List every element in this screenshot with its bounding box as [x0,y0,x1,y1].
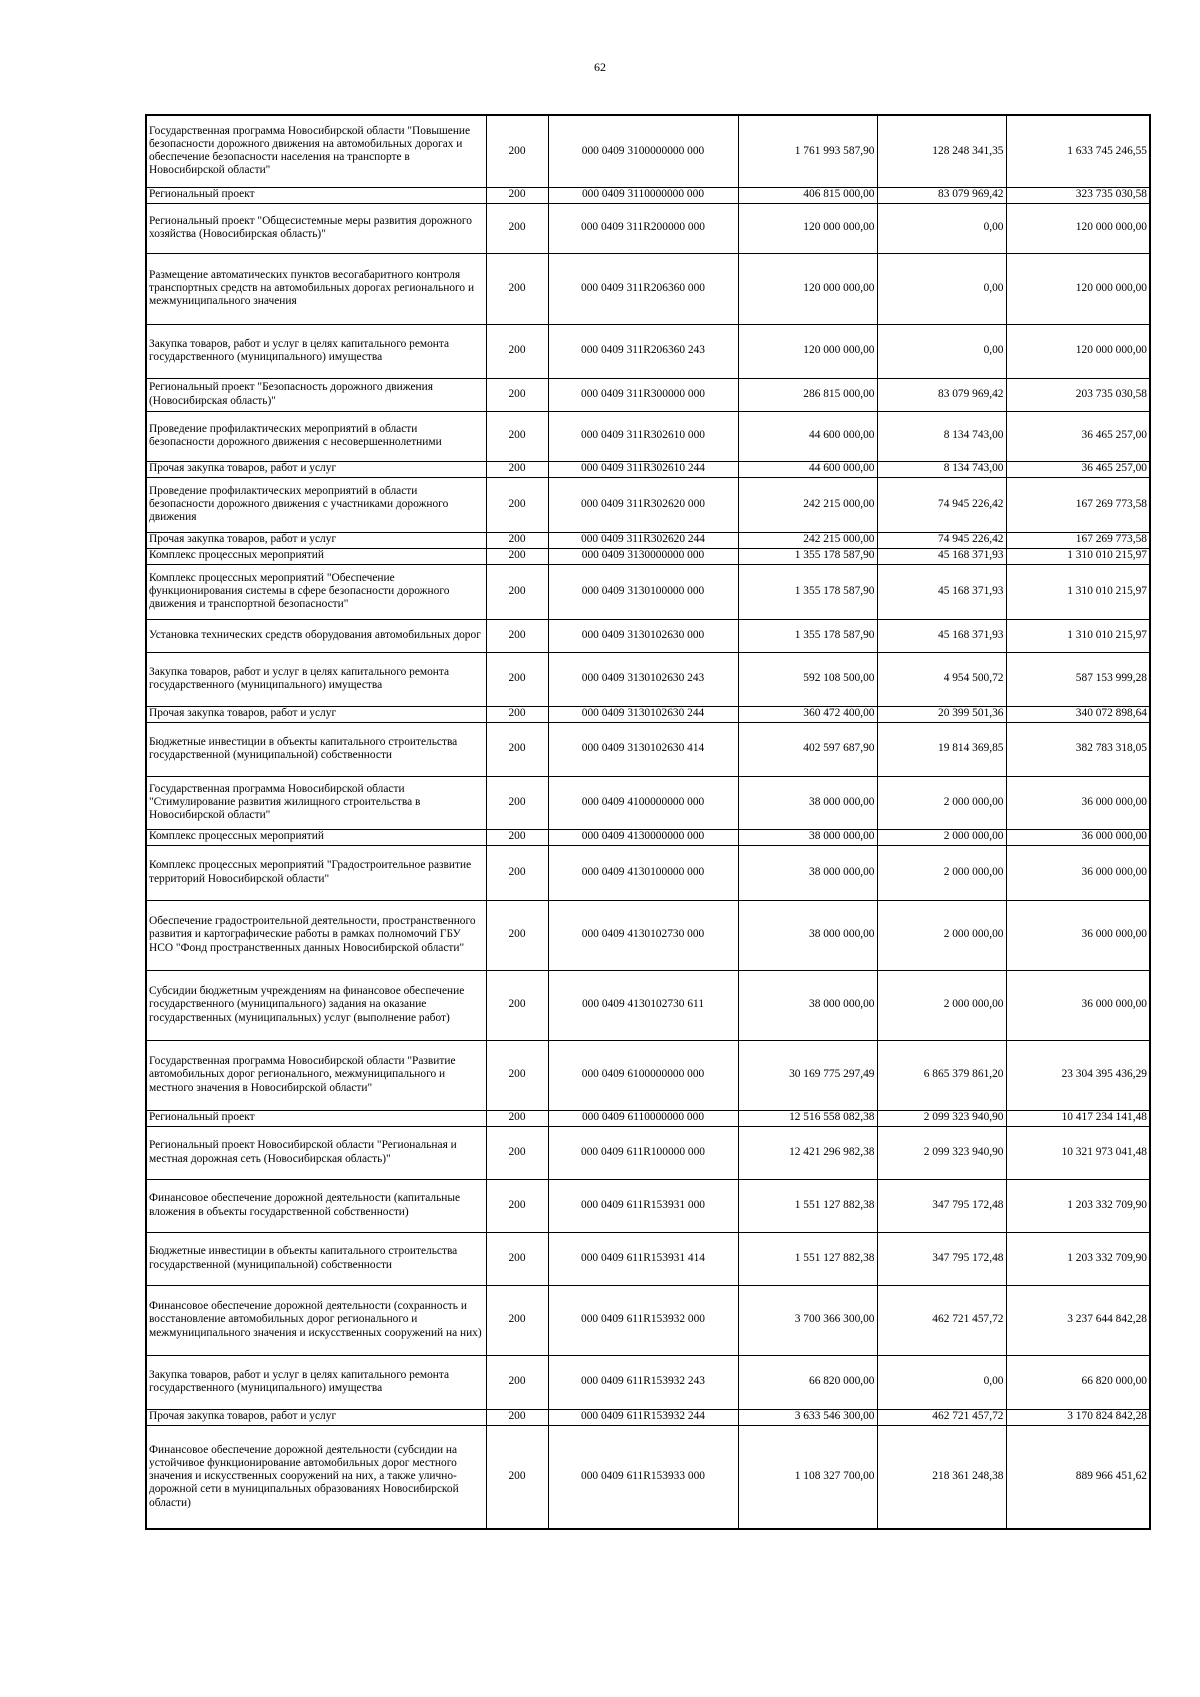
row-code-cell: 200 [486,564,548,619]
row-classifier-cell: 000 0409 3100000000 000 [548,115,738,187]
row-plan-cell: 38 000 000,00 [738,829,877,845]
table-row [146,776,1150,829]
table-row [146,845,1150,900]
row-plan-cell: 120 000 000,00 [738,253,877,324]
table-row [146,548,1150,564]
row-name-cell: Региональный проект "Общесистемные меры развития дорожного хозяйства (Новосибирская область)" [146,203,486,253]
row-plan-cell: 12 516 558 082,38 [738,1110,877,1126]
row-plan-cell: 3 700 366 300,00 [738,1285,877,1355]
row-remaining-cell: 120 000 000,00 [1006,324,1150,378]
row-classifier-cell: 000 0409 611R100000 000 [548,1126,738,1179]
row-plan-cell: 1 355 178 587,90 [738,564,877,619]
row-remaining-cell: 167 269 773,58 [1006,532,1150,548]
row-plan-cell: 38 000 000,00 [738,776,877,829]
row-plan-cell: 38 000 000,00 [738,845,877,900]
row-executed-cell: 0,00 [877,1355,1006,1409]
budget-table [145,114,1151,1530]
table-row [146,1110,1150,1126]
table-row [146,411,1150,461]
table-row [146,324,1150,378]
row-remaining-cell: 340 072 898,64 [1006,706,1150,722]
row-name-cell: Региональный проект Новосибирской области "Региональная и местная дорожная сеть (Новосибирская область)" [146,1126,486,1179]
row-executed-cell: 83 079 969,42 [877,378,1006,411]
row-classifier-cell: 000 0409 311R302620 000 [548,477,738,532]
table-row [146,1285,1150,1355]
row-classifier-cell: 000 0409 611R153932 243 [548,1355,738,1409]
row-classifier-cell: 000 0409 311R300000 000 [548,378,738,411]
row-executed-cell: 218 361 248,38 [877,1425,1006,1529]
row-code-cell: 200 [486,187,548,203]
table-row [146,1409,1150,1425]
row-executed-cell: 45 168 371,93 [877,619,1006,652]
row-plan-cell: 3 633 546 300,00 [738,1409,877,1425]
row-code-cell: 200 [486,829,548,845]
table-row [146,564,1150,619]
row-classifier-cell: 000 0409 311R302610 244 [548,461,738,477]
row-name-cell: Государственная программа Новосибирской области "Развитие автомобильных дорог регионального, межмуниципального и местного значения в Новосибирской области" [146,1040,486,1110]
row-code-cell: 200 [486,548,548,564]
row-executed-cell: 2 000 000,00 [877,900,1006,970]
row-code-cell: 200 [486,776,548,829]
row-name-cell: Региональный проект [146,1110,486,1126]
row-remaining-cell: 36 000 000,00 [1006,829,1150,845]
row-remaining-cell: 36 000 000,00 [1006,776,1150,829]
row-code-cell: 200 [486,1425,548,1529]
row-plan-cell: 44 600 000,00 [738,461,877,477]
row-name-cell: Государственная программа Новосибирской области "Повышение безопасности дорожного движения на автомобильных дорогах и обеспечение безопасности населения на транспорте в Новосибирской области" [146,115,486,187]
row-plan-cell: 12 421 296 982,38 [738,1126,877,1179]
row-classifier-cell: 000 0409 6110000000 000 [548,1110,738,1126]
row-executed-cell: 83 079 969,42 [877,187,1006,203]
row-name-cell: Комплекс процессных мероприятий "Градостроительное развитие территорий Новосибирской области" [146,845,486,900]
row-classifier-cell: 000 0409 311R302620 244 [548,532,738,548]
row-code-cell: 200 [486,253,548,324]
row-plan-cell: 44 600 000,00 [738,411,877,461]
row-remaining-cell: 120 000 000,00 [1006,253,1150,324]
row-code-cell: 200 [486,1040,548,1110]
row-code-cell: 200 [486,652,548,706]
row-executed-cell: 20 399 501,36 [877,706,1006,722]
row-name-cell: Обеспечение градостроительной деятельности, пространственного развития и картографические работы в рамках полномочий ГБУ НСО "Фонд пространственных данных Новосибирской области" [146,900,486,970]
table-row [146,652,1150,706]
table-row [146,1425,1150,1529]
row-remaining-cell: 36 465 257,00 [1006,461,1150,477]
row-code-cell: 200 [486,378,548,411]
row-remaining-cell: 3 170 824 842,28 [1006,1409,1150,1425]
row-remaining-cell: 120 000 000,00 [1006,203,1150,253]
row-classifier-cell: 000 0409 3110000000 000 [548,187,738,203]
row-code-cell: 200 [486,706,548,722]
row-code-cell: 200 [486,845,548,900]
row-remaining-cell: 1 203 332 709,90 [1006,1179,1150,1232]
row-classifier-cell: 000 0409 611R153931 000 [548,1179,738,1232]
row-classifier-cell: 000 0409 611R153933 000 [548,1425,738,1529]
row-code-cell: 200 [486,532,548,548]
row-executed-cell: 0,00 [877,324,1006,378]
row-executed-cell: 74 945 226,42 [877,532,1006,548]
row-code-cell: 200 [486,324,548,378]
row-executed-cell: 8 134 743,00 [877,411,1006,461]
row-code-cell: 200 [486,1355,548,1409]
table-row [146,619,1150,652]
table-row [146,378,1150,411]
row-classifier-cell: 000 0409 3130100000 000 [548,564,738,619]
table-row [146,1126,1150,1179]
row-name-cell: Установка технических средств оборудования автомобильных дорог [146,619,486,652]
row-executed-cell: 462 721 457,72 [877,1285,1006,1355]
row-remaining-cell: 23 304 395 436,29 [1006,1040,1150,1110]
row-name-cell: Закупка товаров, работ и услуг в целях капитального ремонта государственного (муниципального) имущества [146,324,486,378]
row-executed-cell: 2 000 000,00 [877,970,1006,1040]
table-row [146,722,1150,776]
row-code-cell: 200 [486,1126,548,1179]
row-remaining-cell: 323 735 030,58 [1006,187,1150,203]
table-row [146,900,1150,970]
row-classifier-cell: 000 0409 611R153932 244 [548,1409,738,1425]
row-name-cell: Финансовое обеспечение дорожной деятельности (субсидии на устойчивое функционирование автомобильных дорог местного значения и искусственных сооружений на них, а также улично-дорожной сети в муниципальных образованиях Новосибирской области) [146,1425,486,1529]
row-code-cell: 200 [486,203,548,253]
row-classifier-cell: 000 0409 311R302610 000 [548,411,738,461]
row-executed-cell: 2 000 000,00 [877,776,1006,829]
row-name-cell: Проведение профилактических мероприятий в области безопасности дорожного движения с участниками дорожного движения [146,477,486,532]
row-remaining-cell: 10 417 234 141,48 [1006,1110,1150,1126]
budget-table-body [146,115,1150,1529]
row-name-cell: Прочая закупка товаров, работ и услуг [146,706,486,722]
row-code-cell: 200 [486,970,548,1040]
row-executed-cell: 19 814 369,85 [877,722,1006,776]
row-executed-cell: 4 954 500,72 [877,652,1006,706]
row-classifier-cell: 000 0409 311R206360 000 [548,253,738,324]
row-name-cell: Финансовое обеспечение дорожной деятельности (сохранность и восстановление автомобильных дорог регионального и межмуниципального значения и искусственных сооружений на них) [146,1285,486,1355]
row-remaining-cell: 10 321 973 041,48 [1006,1126,1150,1179]
row-name-cell: Прочая закупка товаров, работ и услуг [146,532,486,548]
table-row [146,253,1150,324]
row-remaining-cell: 36 465 257,00 [1006,411,1150,461]
row-remaining-cell: 382 783 318,05 [1006,722,1150,776]
row-classifier-cell: 000 0409 4130100000 000 [548,845,738,900]
table-row [146,706,1150,722]
table-row [146,1355,1150,1409]
row-name-cell: Проведение профилактических мероприятий в области безопасности дорожного движения с несовершеннолетними [146,411,486,461]
row-executed-cell: 2 099 323 940,90 [877,1110,1006,1126]
table-row [146,532,1150,548]
row-executed-cell: 74 945 226,42 [877,477,1006,532]
row-code-cell: 200 [486,1179,548,1232]
row-name-cell: Закупка товаров, работ и услуг в целях капитального ремонта государственного (муниципального) имущества [146,1355,486,1409]
row-name-cell: Субсидии бюджетным учреждениям на финансовое обеспечение государственного (муниципального) задания на оказание государственных (муниципальных) услуг (выполнение работ) [146,970,486,1040]
row-remaining-cell: 889 966 451,62 [1006,1425,1150,1529]
row-name-cell: Комплекс процессных мероприятий "Обеспечение функционирования системы в сфере безопасности дорожного движения и транспортной безопасности" [146,564,486,619]
row-remaining-cell: 3 237 644 842,28 [1006,1285,1150,1355]
row-plan-cell: 1 355 178 587,90 [738,619,877,652]
row-remaining-cell: 587 153 999,28 [1006,652,1150,706]
table-row [146,477,1150,532]
row-plan-cell: 592 108 500,00 [738,652,877,706]
table-row [146,829,1150,845]
row-plan-cell: 120 000 000,00 [738,203,877,253]
row-plan-cell: 402 597 687,90 [738,722,877,776]
row-executed-cell: 347 795 172,48 [877,1232,1006,1285]
row-plan-cell: 30 169 775 297,49 [738,1040,877,1110]
row-plan-cell: 406 815 000,00 [738,187,877,203]
row-plan-cell: 360 472 400,00 [738,706,877,722]
row-executed-cell: 128 248 341,35 [877,115,1006,187]
row-classifier-cell: 000 0409 3130102630 243 [548,652,738,706]
row-code-cell: 200 [486,411,548,461]
row-plan-cell: 286 815 000,00 [738,378,877,411]
row-plan-cell: 66 820 000,00 [738,1355,877,1409]
row-remaining-cell: 203 735 030,58 [1006,378,1150,411]
row-classifier-cell: 000 0409 4130000000 000 [548,829,738,845]
row-code-cell: 200 [486,722,548,776]
row-name-cell: Комплекс процессных мероприятий [146,829,486,845]
row-code-cell: 200 [486,115,548,187]
row-name-cell: Бюджетные инвестиции в объекты капитального строительства государственной (муниципальной) собственности [146,1232,486,1285]
row-code-cell: 200 [486,900,548,970]
row-code-cell: 200 [486,619,548,652]
row-remaining-cell: 36 000 000,00 [1006,970,1150,1040]
row-code-cell: 200 [486,1409,548,1425]
row-executed-cell: 2 000 000,00 [877,845,1006,900]
table-row [146,187,1150,203]
row-code-cell: 200 [486,1285,548,1355]
row-remaining-cell: 66 820 000,00 [1006,1355,1150,1409]
row-plan-cell: 1 551 127 882,38 [738,1179,877,1232]
row-plan-cell: 38 000 000,00 [738,970,877,1040]
row-classifier-cell: 000 0409 311R200000 000 [548,203,738,253]
row-classifier-cell: 000 0409 311R206360 243 [548,324,738,378]
row-name-cell: Региональный проект [146,187,486,203]
row-name-cell: Финансовое обеспечение дорожной деятельности (капитальные вложения в объекты государственной собственности) [146,1179,486,1232]
row-remaining-cell: 36 000 000,00 [1006,845,1150,900]
table-row [146,461,1150,477]
table-row [146,1040,1150,1110]
row-classifier-cell: 000 0409 611R153931 414 [548,1232,738,1285]
table-row [146,970,1150,1040]
row-classifier-cell: 000 0409 4100000000 000 [548,776,738,829]
row-code-cell: 200 [486,461,548,477]
row-executed-cell: 45 168 371,93 [877,548,1006,564]
row-classifier-cell: 000 0409 6100000000 000 [548,1040,738,1110]
row-classifier-cell: 000 0409 4130102730 000 [548,900,738,970]
row-name-cell: Прочая закупка товаров, работ и услуг [146,1409,486,1425]
row-executed-cell: 45 168 371,93 [877,564,1006,619]
row-classifier-cell: 000 0409 3130102630 244 [548,706,738,722]
row-remaining-cell: 1 310 010 215,97 [1006,564,1150,619]
row-executed-cell: 2 099 323 940,90 [877,1126,1006,1179]
row-remaining-cell: 1 633 745 246,55 [1006,115,1150,187]
row-plan-cell: 1 355 178 587,90 [738,548,877,564]
row-remaining-cell: 1 310 010 215,97 [1006,619,1150,652]
row-remaining-cell: 1 310 010 215,97 [1006,548,1150,564]
page-number: 62 [594,60,606,74]
row-code-cell: 200 [486,1110,548,1126]
row-plan-cell: 120 000 000,00 [738,324,877,378]
row-name-cell: Закупка товаров, работ и услуг в целях капитального ремонта государственного (муниципального) имущества [146,652,486,706]
row-remaining-cell: 1 203 332 709,90 [1006,1232,1150,1285]
row-classifier-cell: 000 0409 3130102630 000 [548,619,738,652]
row-classifier-cell: 000 0409 3130102630 414 [548,722,738,776]
table-row [146,1179,1150,1232]
row-executed-cell: 0,00 [877,203,1006,253]
table-row [146,203,1150,253]
row-executed-cell: 6 865 379 861,20 [877,1040,1006,1110]
table-row [146,115,1150,187]
row-plan-cell: 242 215 000,00 [738,477,877,532]
row-name-cell: Государственная программа Новосибирской области "Стимулирование развития жилищного строительства в Новосибирской области" [146,776,486,829]
row-classifier-cell: 000 0409 611R153932 000 [548,1285,738,1355]
row-remaining-cell: 36 000 000,00 [1006,900,1150,970]
table-row [146,1232,1150,1285]
row-executed-cell: 347 795 172,48 [877,1179,1006,1232]
row-code-cell: 200 [486,477,548,532]
row-plan-cell: 242 215 000,00 [738,532,877,548]
row-classifier-cell: 000 0409 3130000000 000 [548,548,738,564]
row-executed-cell: 8 134 743,00 [877,461,1006,477]
row-name-cell: Комплекс процессных мероприятий [146,548,486,564]
row-classifier-cell: 000 0409 4130102730 611 [548,970,738,1040]
row-plan-cell: 38 000 000,00 [738,900,877,970]
row-name-cell: Прочая закупка товаров, работ и услуг [146,461,486,477]
row-executed-cell: 0,00 [877,253,1006,324]
row-plan-cell: 1 761 993 587,90 [738,115,877,187]
row-executed-cell: 462 721 457,72 [877,1409,1006,1425]
row-name-cell: Размещение автоматических пунктов весогабаритного контроля транспортных средств на автомобильных дорогах регионального и межмуниципального значения [146,253,486,324]
row-plan-cell: 1 108 327 700,00 [738,1425,877,1529]
row-executed-cell: 2 000 000,00 [877,829,1006,845]
row-name-cell: Бюджетные инвестиции в объекты капитального строительства государственной (муниципальной) собственности [146,722,486,776]
row-remaining-cell: 167 269 773,58 [1006,477,1150,532]
row-code-cell: 200 [486,1232,548,1285]
row-plan-cell: 1 551 127 882,38 [738,1232,877,1285]
row-name-cell: Региональный проект "Безопасность дорожного движения (Новосибирская область)" [146,378,486,411]
